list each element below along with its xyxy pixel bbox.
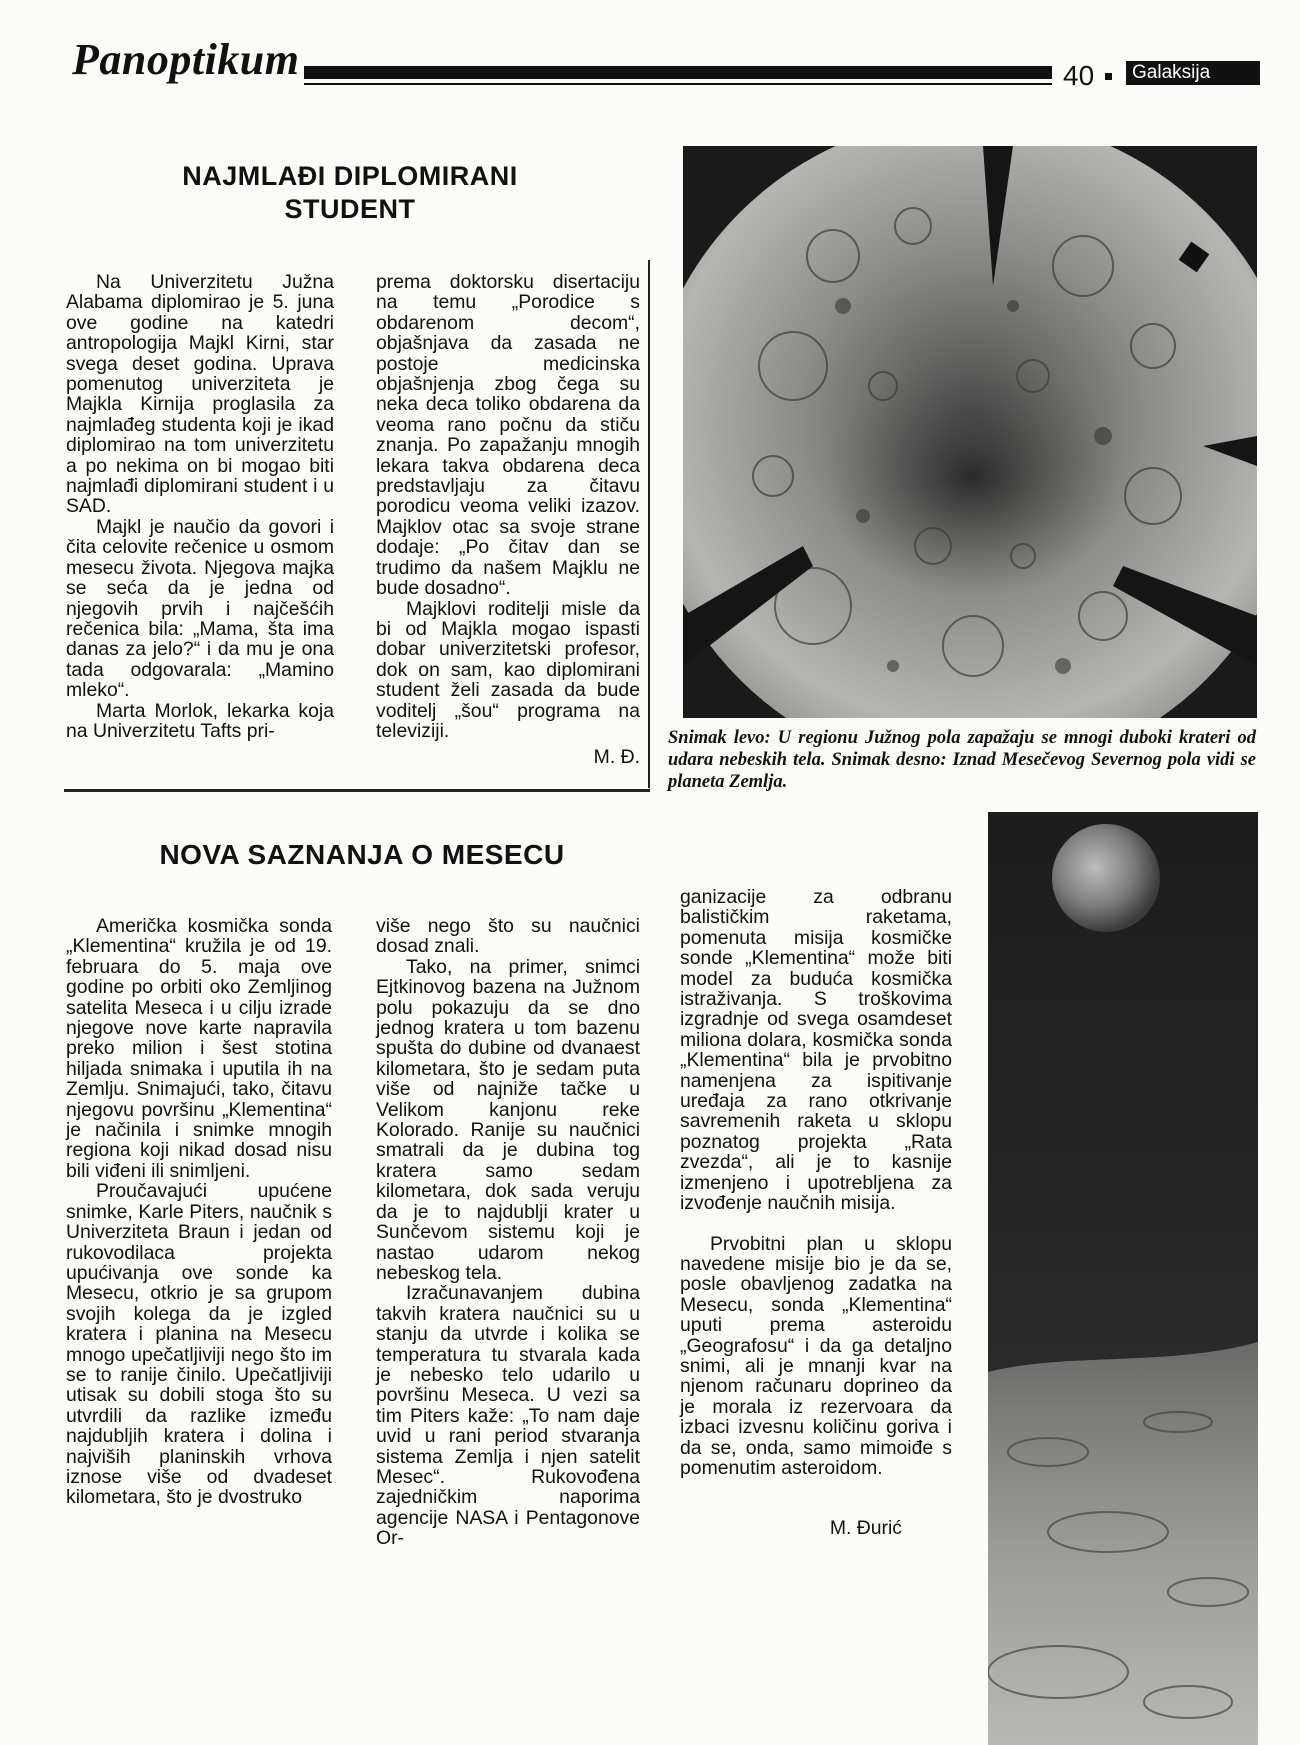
page-number: 40 xyxy=(1063,60,1095,91)
article2-column-3 xyxy=(680,887,952,1539)
photo-caption: Snimak levo: U regionu Južnog pola zapažaju se mnogi duboki krateri od udara nebeskih tela. Snimak desno: Iznad Mesečevog Severnog pola vidi se planeta Zemlja. xyxy=(668,728,1256,792)
article2-column-1 xyxy=(66,916,332,1508)
earth-over-moon-image xyxy=(988,812,1258,1745)
moon-south-pole-image xyxy=(683,146,1257,718)
paragraph: Na Univerzitetu Južna Alabama diplomirao je 5. juna ove godine na katedri antropologija Majkl Kirni, star svega deset godina. Uprava pomenutog univerziteta je Majkla Kirnija proglasila za najmlađeg studenta koji je ikad diplomirao na tom univerzitetu a po nekima on bi mogao biti najmlađi diplomirani student i u SAD. xyxy=(66,271,334,518)
paragraph: Izračunavanjem dubina takvih kratera naučnici su u stanju da utvrde i kolika se temperatura tu stvarala kada je nebesko telo udarilo u površinu Meseca. U vezi sa tim Piters kaže: „To nam daje uvid u rani period stvaranja sistema Zemlja i njen satelit Mesec“. Rukovođena zajedničkim naporima agencije NASA i Pentagonove Or- xyxy=(376,1282,640,1550)
paragraph: Majkl je naučio da govori i čita celovite rečenice u osmom mesecu života. Njegova majka se seća da je jedna od njegovih prvih i najčešćih rečenica bila: „Mama, šta ima danas za jelo?“ i da mu je ona tada odgovarala: „Mamino mleko“. xyxy=(66,515,334,702)
article2-title: NOVA SAZNANJA O MESECU xyxy=(159,839,565,870)
article1-column-1 xyxy=(66,272,334,741)
article1-title-line2: STUDENT xyxy=(284,194,416,224)
paragraph: Marta Morlok, lekarka koja na Univerzitetu Tafts pri- xyxy=(66,699,334,742)
paragraph: Proučavajući upućene snimke, Karle Piters, naučnik s Univerziteta Braun i jedan od rukovodilaca projekta upućivanja ove sonde ka Mesecu, otkrio je sa grupom svojih kolega da je izgled kratera i planina na Mesecu mnogo upečatljiviji nego što im se to ranije činilo. Upečatljiviji utisak su dobili stoga što su utvrdili da razlike između najdubljih kratera i dolina i najviših planinskih vrhova iznose više od dvadeset kilometara, što je dvostruko xyxy=(66,1180,332,1509)
paragraph: prema doktorsku disertaciju na temu „Porodice s obdarenom decom“, objašnjava da zasada ne postoje medicinska objašnjenja zbog čega su neka deca toliko obdarena da veoma rano počnu da stiču znanja. Po zapažanju mnogih lekara takva obdarena deca predstavljaju za čitavu porodicu veoma veliki izazov. Majklov otac sa svoje strane dodaje: „Po čitav dan se trudimo da našem Majklu ne bude dosadno“. xyxy=(376,271,640,600)
page-header xyxy=(68,30,1260,90)
article2-column-2 xyxy=(376,916,640,1549)
paragraph: više nego što su naučnici dosad znali. xyxy=(376,915,640,958)
article1-title-line1: NAJMLAĐI DIPLOMIRANI xyxy=(182,161,518,191)
paragraph: Tako, na primer, snimci Ejtkinovog bazena na Južnom polu pokazuju da se dno jednog kratera u tom bazenu spušta do dubine od dvanaest kilometara, što je sedam puta više od najniže tačke u Velikom kanjonu reke Kolorado. Ranije su naučnici smatrali da je dubina tog kratera samo sedam kilometara, dok sada veruju da je to najdublji krater u Sunčevom sistemu koji je nastao udarom nekog nebeskog tela. xyxy=(376,955,640,1284)
article1-title xyxy=(140,160,560,226)
section-name: Panoptikum xyxy=(72,35,300,84)
header-rule-thin xyxy=(304,83,1052,85)
bullet-separator xyxy=(1105,73,1112,80)
article1-column-2 xyxy=(376,272,640,768)
paragraph: Prvobitni plan u sklopu navedene misije bio je da se, posle obavljenog zadatka na Mesecu, sonda „Klementina“ uputi prema asteroidu „Geografosu“ i da ga detaljno snimi, ali je mnanji kvar na njenom računaru doprineo da je morala iz rezervoara da izbaci izvesnu količinu goriva i da se, onda, samo mimoiđe s pomenutim asteroidom. xyxy=(680,1232,952,1479)
article-divider-horizontal xyxy=(64,789,650,792)
paragraph: Američka kosmička sonda „Klementina“ kružila je od 19. februara do 5. maja ove godine po orbiti oko Zemljinog satelita Meseca i u cilju izrade njegove nove karte napravila preko milion i šest stotina hiljada snimaka i uputila ih na Zemlju. Snimajući, tako, čitavu njegovu površinu „Klementina“ je načinila i snimke mnogih regiona koji nikad dosad nisu bili viđeni ili snimljeni. xyxy=(66,915,332,1182)
moon-south-pole-photo xyxy=(683,146,1257,718)
paragraph: ganizacije za odbranu balističkim raketama, pomenuta misija kosmičke sonde „Klementina“ može biti model za buduća kosmička istraživanja. S troškovima izgradnje od svega osamdeset miliona dolara, kosmička sonda „Klementina“ bila je prvobitno namenjena za ispitivanje uređaja za rano otkrivanje savremenih raketa u sklopu poznatog projekta „Rata zvezda“, ali je to kasnije izmenjeno i upotrebljena za izvođenje naučnih misija. xyxy=(680,886,952,1215)
header-rule xyxy=(304,66,1052,79)
paragraph: Majklovi roditelji misle da bi od Majkla mogao ispasti dobar univerzitetski profesor, dok on sam, kao diplomirani student želi zasada da bude voditelj „šou“ programa na televiziji. xyxy=(376,597,640,742)
earth-over-moon-photo xyxy=(988,812,1258,1745)
article-divider-vertical xyxy=(648,260,650,788)
article2-signature: M. Đurić xyxy=(829,1517,902,1540)
article1-signature: M. Đ. xyxy=(593,746,640,769)
magazine-name-badge: Galaksija xyxy=(1126,61,1260,85)
